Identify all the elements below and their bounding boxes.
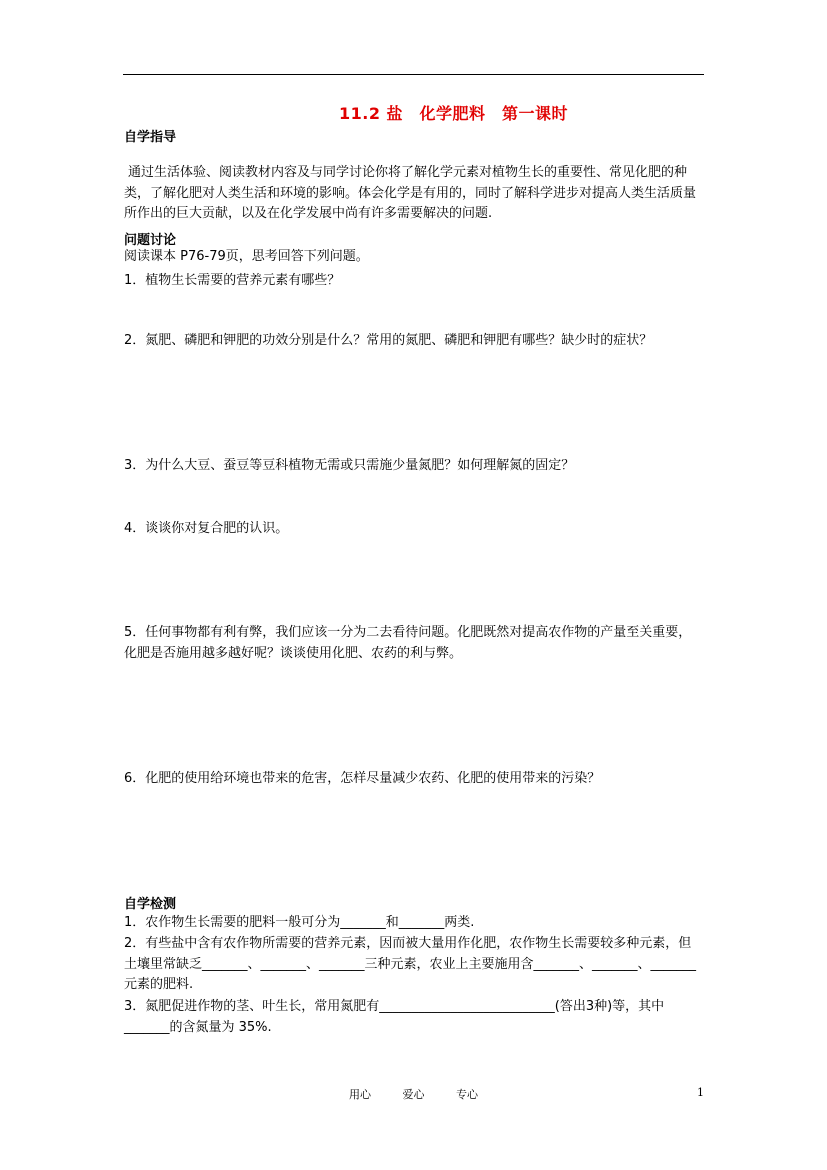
page-number: 1 (697, 1086, 704, 1099)
test-item-3: 3．氮肥促进作物的茎、叶生长，常用氮肥有___________________________(答出3种)等，其中_______的含氮量为 35%. (124, 999, 665, 1035)
footer-word: 爱心 (402, 1088, 425, 1101)
question-2: 2．氮肥、磷肥和钾肥的功效分别是什么？常用的氮肥、磷肥和钾肥有哪些？缺少时的症状？ (124, 333, 653, 348)
footer-word: 用心 (349, 1088, 371, 1101)
test-item-1: 1．农作物生长需要的肥料一般可分为_______和_______两类. (124, 915, 475, 930)
question-4: 4．谈谈你对复合肥的认识。 (124, 521, 289, 536)
section-heading-discussion: 问题讨论 (124, 233, 177, 248)
header-rule (123, 74, 704, 75)
question-1: 1．植物生长需要的营养元素有哪些？ (124, 273, 341, 288)
question-5: 5．任何事物都有利有弊，我们应该一分为二去看待问题。化肥既然对提高农作物的产量至关重要，化肥是否施用越多越好呢？谈谈使用化肥、农药的利与弊。 (124, 625, 692, 661)
discussion-intro: 阅读课本 P76-79页，思考回答下列问题。 (124, 249, 369, 264)
section-heading-self-study-guide: 自学指导 (124, 130, 177, 145)
question-6: 6．化肥的使用给环境也带来的危害，怎样尽量减少农药、化肥的使用带来的污染？ (124, 771, 601, 786)
question-3: 3．为什么大豆、蚕豆等豆科植物无需或只需施少量氮肥？如何理解氮的固定？ (124, 458, 575, 473)
footer-word: 专心 (456, 1088, 478, 1101)
test-item-2: 2．有些盐中含有农作物所需要的营养元素，因而被大量用作化肥，农作物生长需要较多种元素，但土壤里常缺乏_______、_______、_______三种元素，农业上主要施用含_______、_______、_______元素的肥料. (124, 936, 697, 992)
page-title: 11.2 盐 化学肥料 第一课时 (338, 104, 569, 123)
guide-paragraph: 通过生活体验、阅读教材内容及与同学讨论你将了解化学元素对植物生长的重要性、常见化肥的种类，了解化肥对人类生活和环境的影响。体会化学是有用的，同时了解科学进步对提高人类生活质量所作出的巨大贡献，以及在化学发展中尚有许多需要解决的问题. (124, 165, 697, 221)
section-heading-self-test: 自学检测 (124, 897, 177, 912)
